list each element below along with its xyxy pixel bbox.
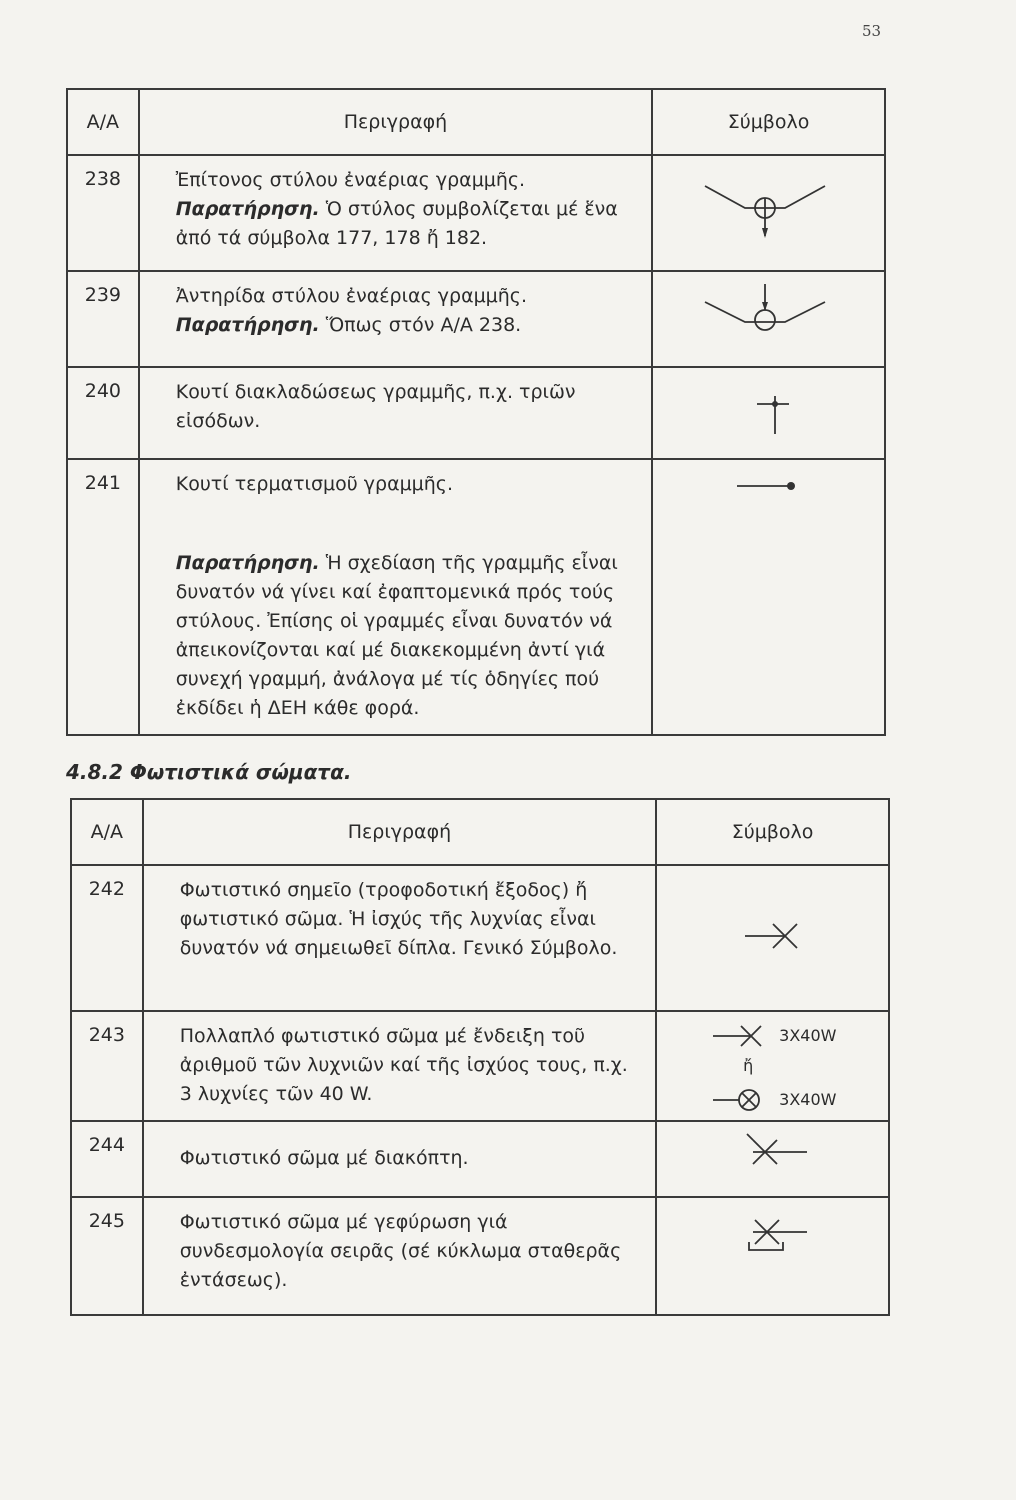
row-symbol bbox=[656, 1121, 889, 1197]
row-description: Κουτί διακλαδώσεως γραμμῆς, π.χ. τριῶν εἰσόδων. bbox=[139, 367, 652, 459]
row-number: 238 bbox=[67, 155, 139, 271]
header-aa: A/A bbox=[71, 799, 143, 865]
pole-strut-symbol-icon bbox=[653, 272, 887, 368]
header-aa: A/A bbox=[67, 89, 139, 155]
multi-luminaire-symbol-icon bbox=[657, 1012, 891, 1122]
row-description: Φωτιστικό σημεῖο (τροφοδοτική ἔξοδος) ἤ φωτιστικό σῶμα. Ἡ ἰσχύς τῆς λυχνίας εἶναι δυνατόν νά σημειωθεῖ δίπλα. Γενικό Σύμβολο. bbox=[143, 865, 656, 1011]
row-number: 239 bbox=[67, 271, 139, 367]
row-number: 241 bbox=[67, 459, 139, 509]
table-row bbox=[71, 865, 889, 1011]
row-number: 244 bbox=[71, 1121, 143, 1197]
row-symbol bbox=[652, 367, 885, 459]
power-label-1: 3X40W bbox=[779, 1026, 837, 1045]
table-row bbox=[67, 367, 885, 459]
row-number: 243 bbox=[71, 1011, 143, 1121]
row-description: Πολλαπλό φωτιστικό σῶμα μέ ἔνδειξη τοῦ ἀριθμοῦ τῶν λυχνιῶν καί τῆς ἰσχύος τους, π.χ. 3 λυχνίες τῶν 40 W. bbox=[143, 1011, 656, 1121]
branch-box-symbol-icon bbox=[653, 368, 887, 460]
table-row bbox=[67, 459, 885, 509]
header-description: Περιγραφή bbox=[143, 799, 656, 865]
page-number: 53 bbox=[862, 22, 882, 40]
power-label-2: 3X40W bbox=[779, 1090, 837, 1109]
symbols-table-1 bbox=[66, 88, 886, 736]
luminaire-bridge-symbol-icon bbox=[657, 1198, 891, 1316]
table-row bbox=[67, 509, 885, 735]
row-number: 245 bbox=[71, 1197, 143, 1315]
remark-text: Ἡ σχεδίαση τῆς γραμμῆς εἶναι δυνατόν νά γίνει καί ἐφαπτομενικά πρός τούς στύλους. Ἐπίσης οἱ γραμμές εἶναι δυνατόν νά ἀπεικονίζονται καί μέ διακεκομμένη ἀντί γιά συνεχή γραμμή, ἀνάλογα μέ τίς ὁδηγίες πού ἐκδίδει ἡ ΔΕΗ κάθε φορά. bbox=[175, 552, 618, 719]
header-symbol: Σύμβολο bbox=[656, 799, 889, 865]
note-text: Ὅπως στόν Α/Α 238. bbox=[325, 314, 522, 336]
header-symbol: Σύμβολο bbox=[652, 89, 885, 155]
or-label: ἤ bbox=[743, 1056, 754, 1075]
note-text: Ὁ στύλος συμβολίζεται μέ ἕνα ἀπό τά σύμβολα 177, 178 ἤ 182. bbox=[175, 198, 618, 249]
row-description: Ἐπίτονος στύλου ἐναέριας γραμμῆς. Παρατήρηση. Ὁ στύλος συμβολίζεται μέ ἕνα ἀπό τά σύμβολα 177, 178 ἤ 182. bbox=[139, 155, 652, 271]
note-label: Παρατήρηση. bbox=[175, 198, 320, 220]
table-row bbox=[71, 1011, 889, 1121]
row-number: 242 bbox=[71, 865, 143, 1011]
table-row bbox=[71, 1197, 889, 1315]
table-row bbox=[67, 271, 885, 367]
luminaire-symbol-icon bbox=[657, 866, 891, 1012]
row-symbol bbox=[652, 271, 885, 367]
remark-label: Παρατήρηση. bbox=[175, 552, 320, 574]
row-symbol bbox=[656, 865, 889, 1011]
termination-box-symbol-icon bbox=[653, 460, 887, 506]
remark bbox=[139, 509, 652, 735]
row-description: Ἀντηρίδα στύλου ἐναέριας γραμμῆς. Παρατήρηση. Ὅπως στόν Α/Α 238. bbox=[139, 271, 652, 367]
section-heading: 4.8.2 Φωτιστικά σώματα. bbox=[66, 760, 352, 784]
row-symbol bbox=[652, 459, 885, 509]
row-description: Φωτιστικό σῶμα μέ γεφύρωση γιά συνδεσμολογία σειρᾶς (σέ κύκλωμα σταθερᾶς ἐντάσεως). bbox=[143, 1197, 656, 1315]
row-symbol bbox=[656, 1197, 889, 1315]
row-number: 240 bbox=[67, 367, 139, 459]
row-symbol bbox=[656, 1011, 889, 1121]
luminaire-switch-symbol-icon bbox=[657, 1122, 891, 1198]
table-row bbox=[71, 1121, 889, 1197]
header-description: Περιγραφή bbox=[139, 89, 652, 155]
pole-brace-symbol-icon bbox=[653, 156, 887, 272]
symbols-table-2 bbox=[70, 798, 890, 1316]
row-symbol bbox=[652, 155, 885, 271]
row-description: Κουτί τερματισμοῦ γραμμῆς. bbox=[139, 459, 652, 509]
table-row bbox=[67, 155, 885, 271]
note-label: Παρατήρηση. bbox=[175, 314, 320, 336]
row-description: Φωτιστικό σῶμα μέ διακόπτη. bbox=[143, 1121, 656, 1197]
